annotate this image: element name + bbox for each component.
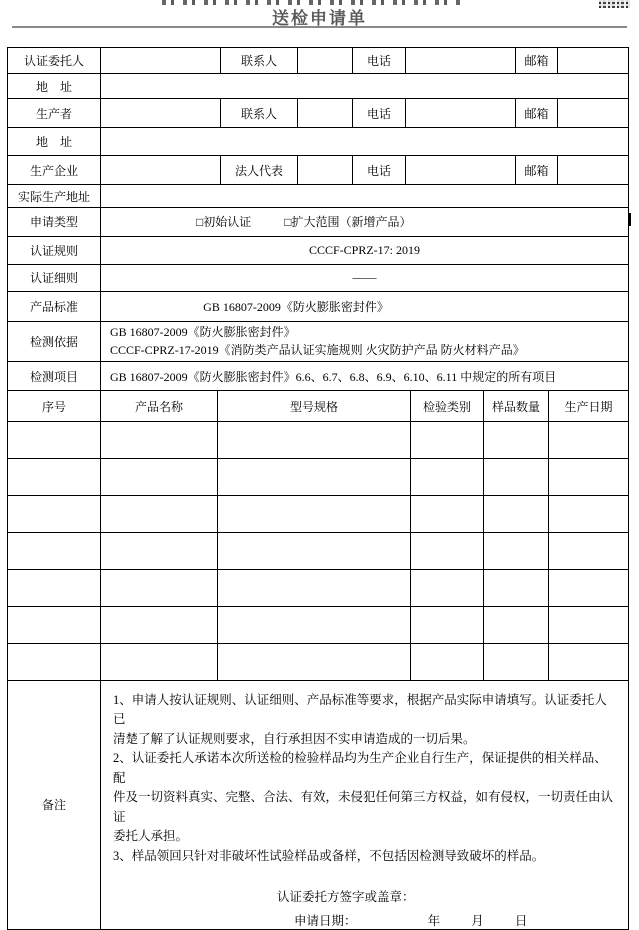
header-inspection-type: 检验类别: [411, 391, 484, 422]
product-standard-value: GB 16807-2009《防火膨胀密封件》: [101, 291, 629, 321]
product-cell-name[interactable]: [101, 459, 218, 496]
remarks-table: [7, 680, 629, 930]
month-unit-label: 月: [471, 914, 484, 928]
remarks-line: 委托人承担。: [113, 827, 616, 847]
producer-address-field[interactable]: [101, 128, 629, 156]
producer-label: 生产者: [8, 99, 101, 128]
applicant-phone-field[interactable]: [406, 48, 516, 74]
actual-address-field[interactable]: [101, 185, 629, 208]
test-basis-label: 检测依据: [8, 321, 101, 361]
product-cell-type[interactable]: [411, 422, 484, 459]
product-standard-label: 产品标准: [8, 291, 101, 321]
product-cell-quantity[interactable]: [484, 570, 549, 607]
product-standard-row: [8, 291, 629, 321]
date-label: 申请日期：: [294, 914, 357, 928]
product-table: [7, 390, 629, 681]
cert-detail-row: [8, 264, 629, 291]
actual-address-row: [8, 185, 629, 208]
product-cell-model[interactable]: [218, 533, 411, 570]
producer-phone-label: 电话: [353, 99, 406, 128]
applicant-row: [8, 48, 629, 74]
product-cell-serial[interactable]: [8, 570, 101, 607]
product-cell-quantity[interactable]: [484, 459, 549, 496]
signature-line: [113, 887, 616, 905]
remarks-line: 件及一切资料真实、完整、合法、有效，未侵犯任何第三方权益，如有侵权，一切责任由认证: [113, 788, 616, 827]
header-sample-quantity: 样品数量: [484, 391, 549, 422]
product-cell-name[interactable]: [101, 570, 218, 607]
factory-legal-rep-label: 法人代表: [221, 156, 298, 185]
product-cell-name[interactable]: [101, 644, 218, 681]
product-cell-model[interactable]: [218, 496, 411, 533]
product-cell-model[interactable]: [218, 570, 411, 607]
test-items-row: [8, 361, 629, 391]
producer-address-label: 地 址: [8, 128, 101, 156]
cert-rule-row: [8, 236, 629, 264]
remarks-line: 1、申请人按认证规则、认证细则、产品标准等要求，根据产品实际申请填写。认证委托人已: [113, 691, 616, 730]
product-row: [8, 607, 629, 644]
product-cell-model[interactable]: [218, 607, 411, 644]
product-cell-quantity[interactable]: [484, 422, 549, 459]
remarks-line: 2、认证委托人承诺本次所送检的检验样品均为生产企业自行生产，保证提供的相关样品、配: [113, 749, 616, 788]
product-cell-type[interactable]: [411, 644, 484, 681]
product-cell-serial[interactable]: [8, 644, 101, 681]
product-cell-type[interactable]: [411, 607, 484, 644]
product-row: [8, 533, 629, 570]
applicant-contact-label: 联系人: [221, 48, 298, 74]
test-basis-line-2: CCCF-CPRZ-17-2019《消防类产品认证实施规则 火灾防护产品 防火材料产品》: [110, 341, 625, 359]
factory-email-field[interactable]: [558, 156, 629, 185]
actual-address-label: 实际生产地址: [8, 185, 101, 208]
applicant-address-field[interactable]: [101, 74, 629, 99]
producer-contact-field[interactable]: [298, 99, 353, 128]
info-table: [7, 47, 629, 208]
product-row: [8, 644, 629, 681]
factory-phone-label: 电话: [353, 156, 406, 185]
header-production-date: 生产日期: [549, 391, 629, 422]
factory-phone-field[interactable]: [406, 156, 516, 185]
test-items-label: 检测项目: [8, 361, 101, 391]
product-cell-name[interactable]: [101, 607, 218, 644]
header-serial-number: 序号: [8, 391, 101, 422]
product-cell-serial[interactable]: [8, 459, 101, 496]
producer-email-field[interactable]: [558, 99, 629, 128]
product-cell-date[interactable]: [549, 422, 629, 459]
test-basis-line-1: GB 16807-2009《防火膨胀密封件》: [110, 323, 625, 341]
producer-address-row: [8, 128, 629, 156]
cert-rule-label: 认证规则: [8, 236, 101, 264]
applicant-email-label: 邮箱: [516, 48, 558, 74]
product-cell-date[interactable]: [549, 570, 629, 607]
factory-row: [8, 156, 629, 185]
checkbox-expand-scope[interactable]: □扩大范围（新增产品）: [284, 215, 411, 229]
product-row: [8, 570, 629, 607]
cert-detail-label: 认证细则: [8, 264, 101, 291]
product-cell-model[interactable]: [218, 459, 411, 496]
product-header-row: [8, 391, 629, 422]
apply-type-options: [101, 207, 629, 236]
applicant-address-row: [8, 74, 629, 99]
product-cell-date[interactable]: [549, 644, 629, 681]
title-divider: [12, 26, 627, 28]
cert-rule-value: CCCF-CPRZ-17: 2019: [101, 236, 629, 264]
product-cell-quantity[interactable]: [484, 607, 549, 644]
producer-row: [8, 99, 629, 128]
day-unit-label: 日: [515, 914, 528, 928]
qr-code-fragment-icon: [599, 0, 630, 8]
producer-email-label: 邮箱: [516, 99, 558, 128]
product-cell-date[interactable]: [549, 459, 629, 496]
product-cell-date[interactable]: [549, 607, 629, 644]
product-cell-serial[interactable]: [8, 496, 101, 533]
product-cell-serial[interactable]: [8, 607, 101, 644]
test-basis-value: [101, 321, 629, 361]
product-cell-date[interactable]: [549, 496, 629, 533]
header-product-name: 产品名称: [101, 391, 218, 422]
cert-detail-value: ——: [101, 264, 629, 291]
product-row: [8, 422, 629, 459]
product-cell-name[interactable]: [101, 533, 218, 570]
product-cell-model[interactable]: [218, 422, 411, 459]
product-cell-model[interactable]: [218, 644, 411, 681]
producer-phone-field[interactable]: [406, 99, 516, 128]
product-cell-quantity[interactable]: [484, 644, 549, 681]
apply-type-label: 申请类型: [8, 207, 101, 236]
product-cell-type[interactable]: [411, 496, 484, 533]
remarks-line: 清楚了解了认证规则要求，自行承担因不实申请造成的一切后果。: [113, 730, 616, 750]
product-cell-name[interactable]: [101, 496, 218, 533]
product-cell-name[interactable]: [101, 422, 218, 459]
remarks-label: 备注: [8, 680, 101, 930]
year-unit-label: 年: [428, 914, 441, 928]
product-row: [8, 496, 629, 533]
product-cell-date[interactable]: [549, 533, 629, 570]
product-cell-quantity[interactable]: [484, 533, 549, 570]
remarks-row: [8, 680, 629, 930]
test-basis-row: [8, 321, 629, 361]
factory-email-label: 邮箱: [516, 156, 558, 185]
remarks-content: [101, 680, 629, 930]
remarks-line: 3、样品领回只针对非破坏性试验样品或备样，不包括因检测导致破坏的样品。: [113, 847, 616, 867]
page-title: 送检申请单: [0, 4, 639, 29]
factory-name-field[interactable]: [101, 156, 221, 185]
form-body: [7, 47, 629, 930]
applicant-label: 认证委托人: [8, 48, 101, 74]
apply-type-row: [8, 207, 629, 236]
product-row: [8, 459, 629, 496]
product-cell-type[interactable]: [411, 533, 484, 570]
product-cell-serial[interactable]: [8, 422, 101, 459]
producer-name-field[interactable]: [101, 99, 221, 128]
signature-label: 认证委托方签字或盖章：: [277, 890, 415, 904]
header-model-spec: 型号规格: [218, 391, 411, 422]
applicant-contact-field[interactable]: [298, 48, 353, 74]
spec-table: [7, 207, 629, 392]
application-date-line: [113, 911, 616, 929]
applicant-phone-label: 电话: [353, 48, 406, 74]
product-cell-type[interactable]: [411, 459, 484, 496]
product-cell-type[interactable]: [411, 570, 484, 607]
applicant-address-label: 地 址: [8, 74, 101, 99]
factory-label: 生产企业: [8, 156, 101, 185]
product-cell-serial[interactable]: [8, 533, 101, 570]
applicant-name-field[interactable]: [101, 48, 221, 74]
checkbox-initial-certification[interactable]: □初始认证: [196, 215, 251, 229]
test-items-value: GB 16807-2009《防火膨胀密封件》6.6、6.7、6.8、6.9、6.10、6.11 中规定的所有项目: [101, 361, 629, 391]
factory-legal-rep-field[interactable]: [298, 156, 353, 185]
applicant-email-field[interactable]: [558, 48, 629, 74]
producer-contact-label: 联系人: [221, 99, 298, 128]
product-cell-quantity[interactable]: [484, 496, 549, 533]
